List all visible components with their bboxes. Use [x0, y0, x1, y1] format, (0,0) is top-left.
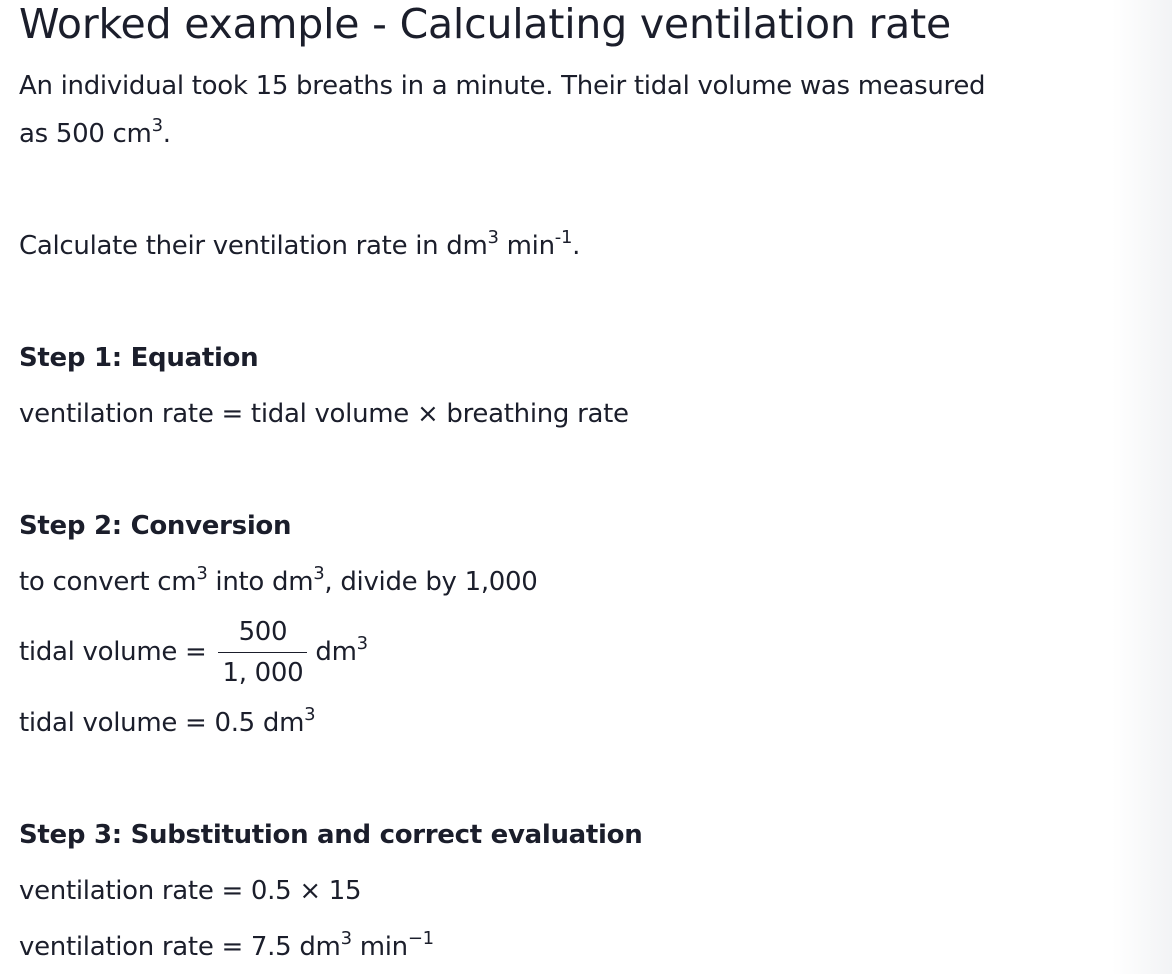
- conversion-text-c: , divide by 1,000: [324, 567, 538, 597]
- superscript: 3: [196, 563, 208, 585]
- fraction-equation: [19, 612, 368, 692]
- scroll-edge-shade: [1112, 0, 1172, 974]
- fraction-numerator: 500: [218, 614, 307, 653]
- question-unit: min: [498, 231, 555, 261]
- result-text: tidal volume = 0.5 dm: [19, 708, 305, 738]
- step-2-heading: Step 2: Conversion: [19, 511, 292, 541]
- step-3-heading: Step 3: Substitution and correct evaluation: [19, 820, 643, 850]
- answer-unit: min: [351, 932, 408, 962]
- punctuation: .: [572, 231, 581, 261]
- superscript: 3: [313, 563, 325, 585]
- intro-line-2: [19, 117, 171, 151]
- punctuation: .: [162, 119, 171, 149]
- step-1-equation: ventilation rate = tidal volume × breathing rate: [19, 399, 629, 429]
- fraction-denominator: 1, 000: [222, 658, 304, 688]
- superscript: 3: [340, 928, 352, 950]
- superscript: 3: [356, 633, 368, 655]
- fraction: [218, 614, 307, 691]
- conversion-text-b: into dm: [207, 567, 314, 597]
- step-2-result: [19, 706, 315, 740]
- step-1-heading: Step 1: Equation: [19, 343, 259, 373]
- intro-text: An individual took 15 breaths in a minute. Their tidal volume was measured: [19, 71, 986, 101]
- step-2-conversion-text: [19, 565, 538, 599]
- intro-line-1: [19, 69, 985, 103]
- conversion-text-a: to convert cm: [19, 567, 197, 597]
- answer-text: ventilation rate = 7.5 dm: [19, 932, 341, 962]
- question-line: [19, 229, 580, 263]
- fraction-label: tidal volume =: [19, 637, 207, 667]
- superscript: -1: [554, 227, 573, 249]
- step-3-substitution: ventilation rate = 0.5 × 15: [19, 876, 362, 906]
- superscript: 3: [151, 115, 163, 137]
- page-title: Worked example - Calculating ventilation rate: [19, 0, 951, 48]
- intro-text-volume: as 500 cm: [19, 119, 152, 149]
- superscript: 3: [304, 704, 316, 726]
- step-3-answer: [19, 930, 434, 964]
- fraction-unit: dm: [315, 637, 357, 667]
- superscript: 3: [487, 227, 499, 249]
- superscript: −1: [407, 928, 434, 950]
- question-text: Calculate their ventilation rate in dm: [19, 231, 488, 261]
